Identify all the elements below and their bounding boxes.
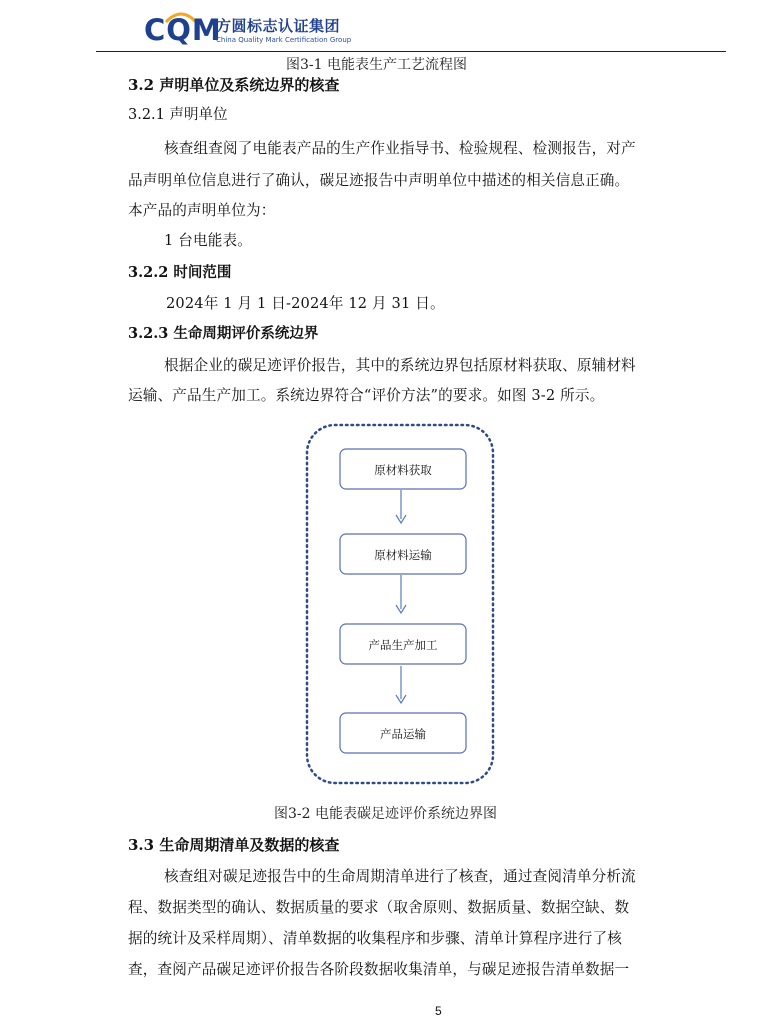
paragraph-line: 运输、产品生产加工。系统边界符合“评价方法”的要求。如图 3-2 所示。 [128,387,605,404]
logo-chinese-name: 方圆标志认证集团 [216,17,341,35]
figure-3-1-caption: 图3-1 电能表生产工艺流程图 [286,57,467,73]
step-label: 产品生产加工 [368,638,438,652]
section-3-2-2-heading: 3.2.2 时间范围 [128,264,232,281]
step-label: 产品运输 [380,727,426,741]
page-header [0,0,782,56]
page-number: 5 [435,1004,442,1018]
section-3-2-1-heading: 3.2.1 声明单位 [128,107,228,123]
section-3-2-3-heading: 3.2.3 生命周期评价系统边界 [128,325,319,342]
section-3-2-heading: 3.2 声明单位及系统边界的核查 [128,76,340,94]
logo-mark: CQM [144,13,222,47]
paragraph-line: 据的统计及采样周期）、清单数据的收集程序和步骤、清单计算程序进行了核 [128,930,622,947]
paragraph-line: 1 台电能表。 [164,232,252,249]
paragraph-line: 本产品的声明单位为： [128,202,276,219]
step-label: 原材料运输 [374,548,432,562]
paragraph-line: 品声明单位信息进行了确认，碳足迹报告中声明单位中描述的相关信息正确。 [128,172,630,189]
step-label: 原材料获取 [374,463,432,477]
paragraph-line: 查，查阅产品碳足迹评价报告各阶段数据收集清单，与碳足迹报告清单数据一 [128,961,630,978]
time-range-text: 2024年 1 月 1 日-2024年 12 月 31 日。 [166,295,445,312]
logo-english-name: China Quality Mark Certification Group [216,36,352,44]
header-rule [96,51,726,52]
paragraph-line: 核查组对碳足迹报告中的生命周期清单进行了核查，通过查阅清单分析流 [164,868,636,885]
paragraph-line: 核查组查阅了电能表产品的生产作业指导书、检验规程、检测报告，对产 [164,140,636,157]
system-boundary-diagram [305,423,495,785]
figure-3-2-caption: 图3-2 电能表碳足迹评价系统边界图 [274,806,497,822]
paragraph-line: 程、数据类型的确认、数据质量的要求（取舍原则、数据质量、数据空缺、数 [128,899,630,916]
paragraph-line: 根据企业的碳足迹评价报告，其中的系统边界包括原材料获取、原辅材料 [164,357,636,374]
section-3-3-heading: 3.3 生命周期清单及数据的核查 [128,836,340,854]
